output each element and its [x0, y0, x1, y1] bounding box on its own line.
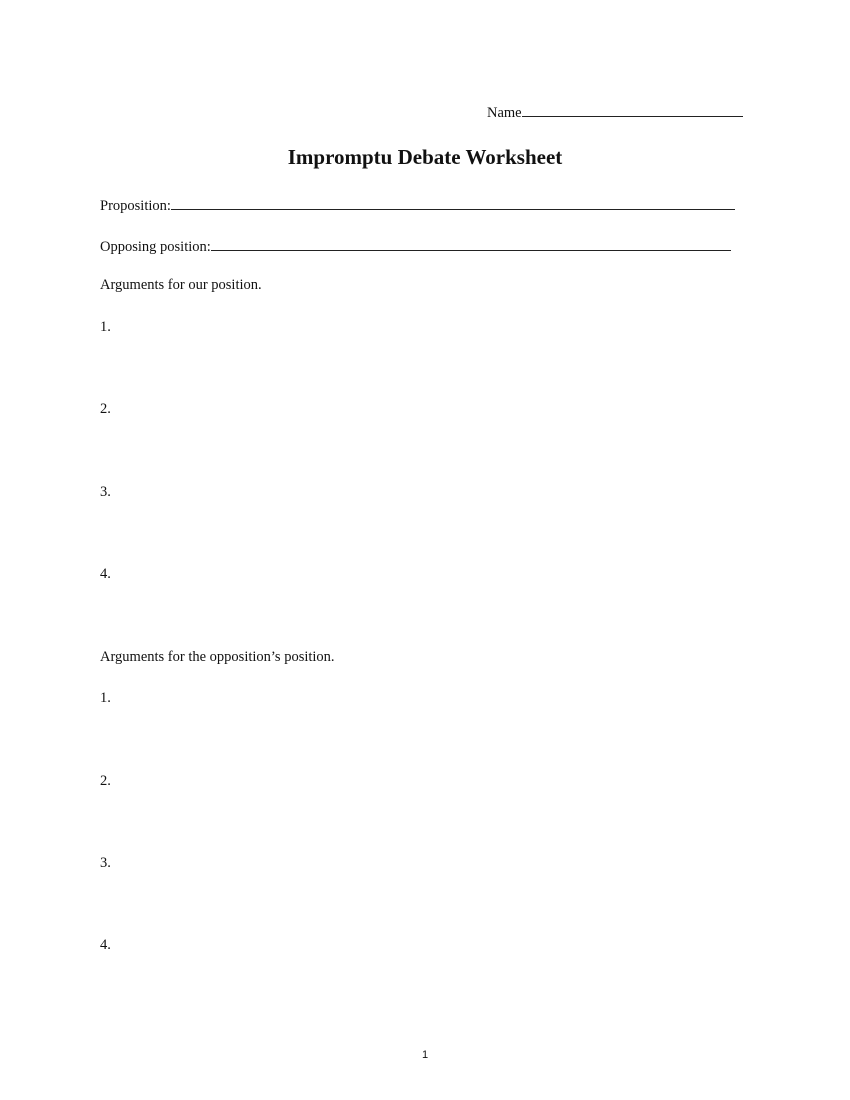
section-heading-our-position: Arguments for our position. — [100, 277, 262, 293]
page-title: Impromptu Debate Worksheet — [287, 145, 563, 169]
opposing-position-label: Opposing position: — [100, 239, 211, 255]
our-argument-3: 3. — [100, 484, 111, 500]
proposition-field — [100, 195, 735, 215]
our-argument-2: 2. — [100, 401, 111, 417]
opposition-argument-1: 1. — [100, 690, 111, 706]
our-argument-4: 4. — [100, 566, 111, 582]
opposing-position-blank-line[interactable] — [211, 236, 731, 251]
opposition-argument-4: 4. — [100, 937, 111, 953]
page-number: 1 — [421, 1049, 429, 1061]
our-argument-1: 1. — [100, 319, 111, 335]
name-label: Name — [487, 105, 522, 121]
opposing-position-field — [100, 236, 731, 256]
name-blank-line[interactable] — [522, 102, 743, 117]
opposition-argument-3: 3. — [100, 855, 111, 871]
opposition-argument-2: 2. — [100, 773, 111, 789]
section-heading-opposition-position: Arguments for the opposition’s position. — [100, 649, 335, 665]
proposition-blank-line[interactable] — [171, 195, 735, 210]
name-field — [487, 102, 743, 122]
proposition-label: Proposition: — [100, 198, 171, 214]
